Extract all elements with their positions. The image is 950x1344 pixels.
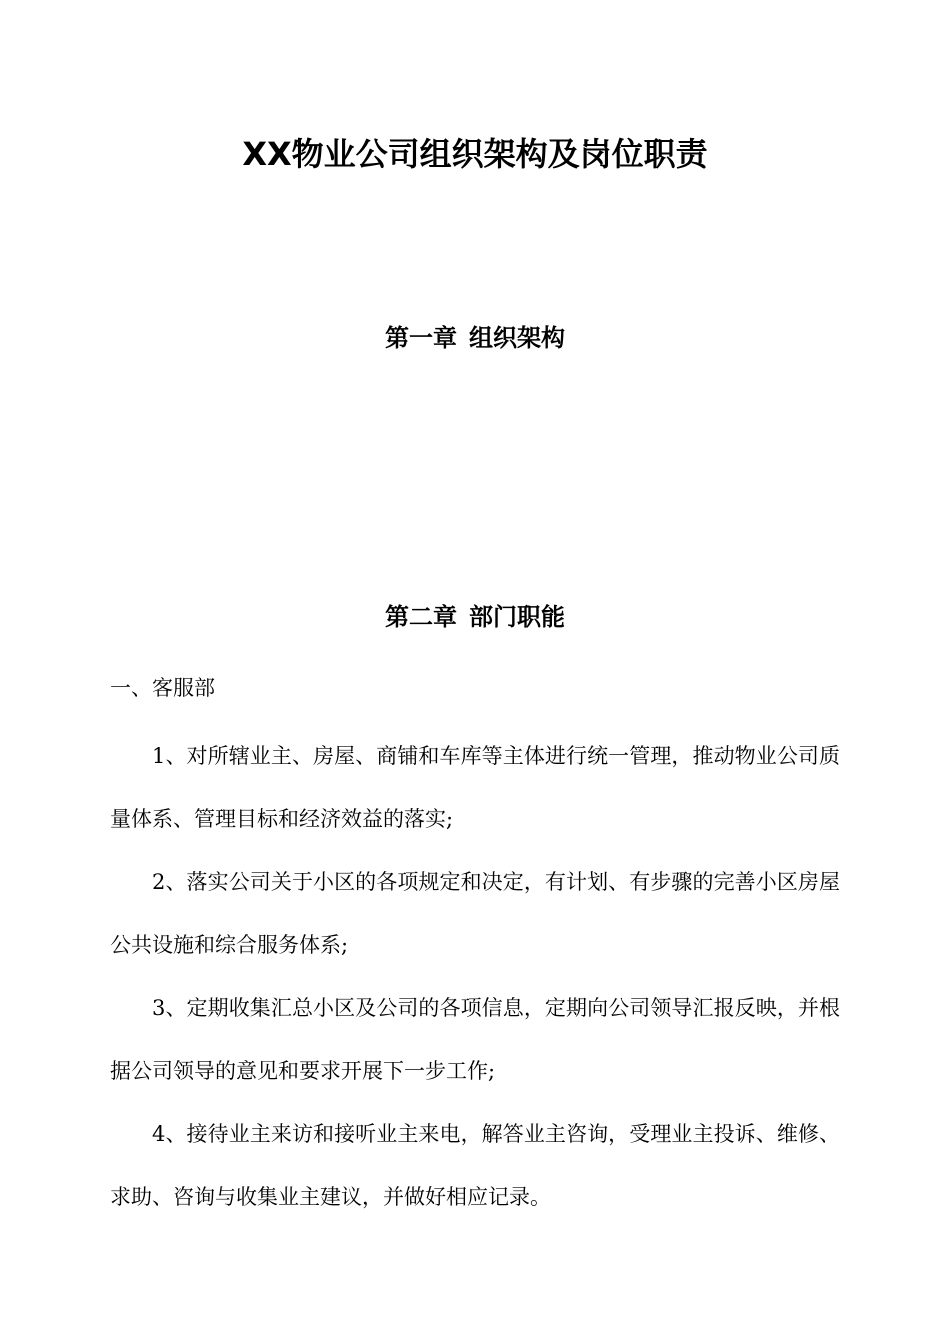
duty-item-4: 4、接待业主来访和接听业主来电，解答业主咨询，受理业主投诉、维修、求助、咨询与收集业主建议，并做好相应记录。 [110, 1122, 840, 1209]
chapter-2-number: 第二章 [385, 603, 457, 631]
chapter-1-number: 第一章 [385, 324, 457, 352]
document-title: XX物业公司组织架构及岗位职责 [242, 135, 708, 173]
duty-item-2: 2、落实公司关于小区的各项规定和决定，有计划、有步骤的完善小区房屋公共设施和综合服务体系; [110, 870, 840, 957]
section-heading-customer-service: 一、客服部 [110, 676, 215, 700]
chapter-2-heading [0, 601, 950, 633]
duty-item-1: 1、对所辖业主、房屋、商铺和车库等主体进行统一管理，推动物业公司质量体系、管理目标和经济效益的落实; [110, 744, 840, 831]
chapter-1-heading [0, 322, 950, 354]
chapter-2-name: 部门职能 [469, 603, 565, 631]
duty-item-3: 3、定期收集汇总小区及公司的各项信息，定期向公司领导汇报反映，并根据公司领导的意见和要求开展下一步工作; [110, 996, 840, 1083]
chapter-1-name: 组织架构 [469, 324, 565, 352]
